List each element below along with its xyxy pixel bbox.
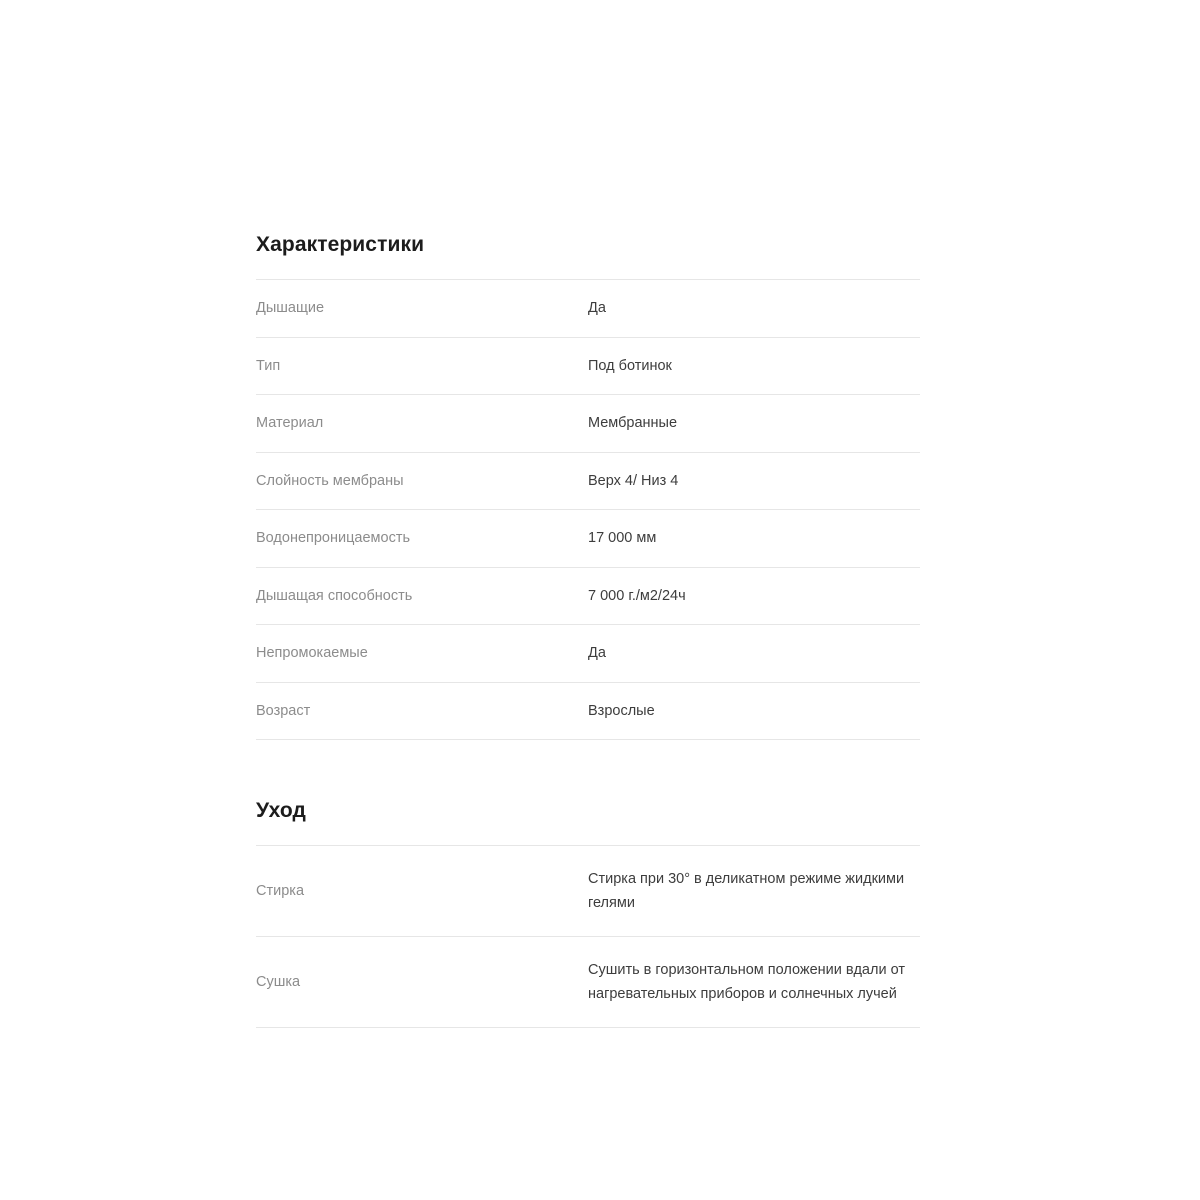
spec-value: Да	[588, 645, 606, 662]
table-row	[256, 337, 920, 394]
spec-value: Взрослые	[588, 702, 655, 719]
table-row	[256, 937, 920, 1028]
page-title: Характеристики	[256, 233, 425, 256]
table-row	[256, 395, 920, 452]
spec-label: Непромокаемые	[256, 645, 368, 662]
spec-label: Материал	[256, 415, 324, 432]
section-care	[256, 798, 920, 1028]
care-label: Стирка	[256, 882, 305, 899]
section-title-care: Уход	[256, 799, 306, 823]
table-row	[256, 280, 920, 337]
spec-label: Слойность мембраны	[256, 472, 404, 489]
spec-value: Верх 4/ Низ 4	[588, 472, 679, 489]
section-characteristics	[256, 232, 920, 740]
table-row	[256, 452, 920, 509]
spec-label: Дышащие	[256, 300, 325, 317]
spec-label: Возраст	[256, 702, 311, 719]
care-value: Сушить в горизонтальном положении вдали от нагревательных приборов и солнечных лучей	[588, 962, 905, 1002]
table-row	[256, 567, 920, 624]
spec-value: 7 000 г./м2/24ч	[588, 587, 686, 604]
spec-value: Мембранные	[588, 415, 678, 432]
table-row	[256, 846, 920, 937]
spec-value: 17 000 мм	[588, 530, 657, 547]
details-content	[256, 232, 920, 1028]
care-value: Стирка при 30° в деликатном режиме жидкими гелями	[588, 871, 905, 911]
spec-label: Дышащая способность	[256, 587, 413, 604]
care-label: Сушка	[256, 973, 301, 990]
table-row	[256, 510, 920, 567]
table-row	[256, 625, 920, 682]
characteristics-table	[256, 279, 920, 740]
care-table	[256, 845, 920, 1028]
spec-value: Да	[588, 300, 606, 317]
table-row	[256, 682, 920, 739]
spec-label: Тип	[256, 357, 281, 374]
spec-value: Под ботинок	[588, 357, 672, 374]
spec-label: Водонепроницаемость	[256, 530, 411, 547]
